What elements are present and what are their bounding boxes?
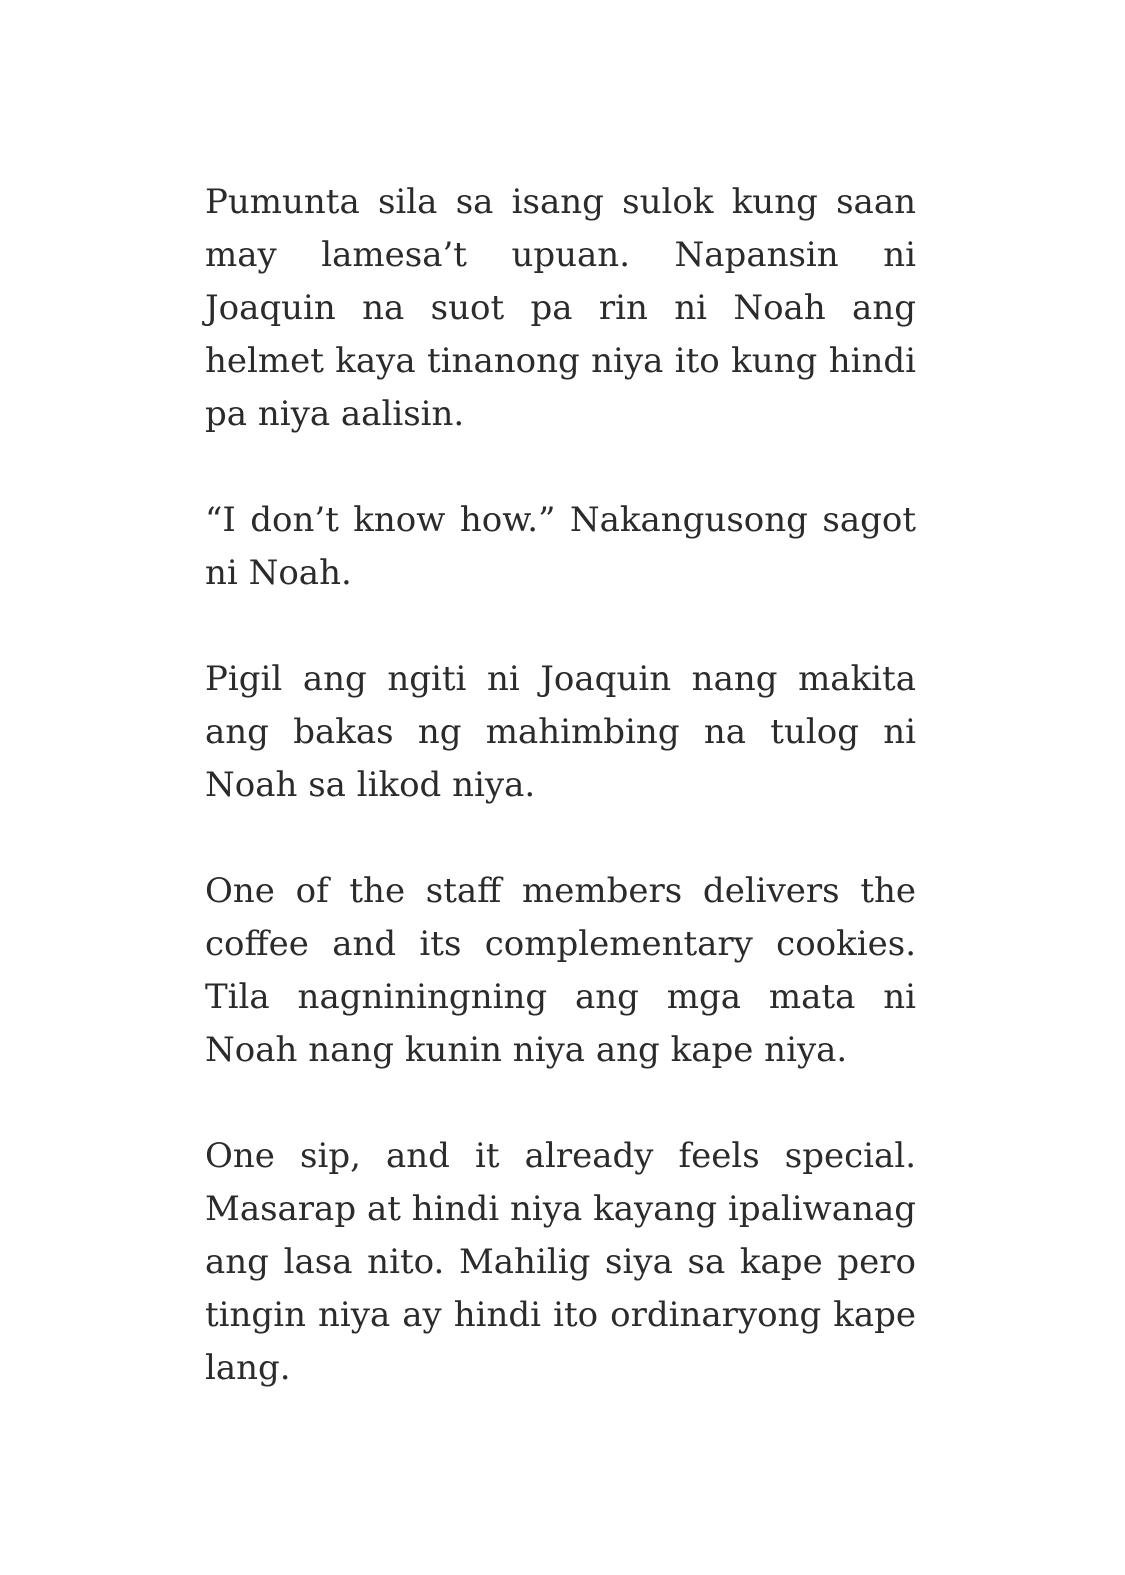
paragraph: One sip, and it already feels special. Masarap at hindi niya kayang ipaliwanag ang lasa nito. Mahilig siya sa kape pero tingin niya ay hindi ito ordinaryong kape lang. (205, 1136, 916, 1388)
paragraph: “I don’t know how.” Nakangusong sagot ni Noah. (205, 500, 916, 593)
paragraph: Pumunta sila sa isang sulok kung saan may lamesa’t upuan. Napansin ni Joaquin na suot pa rin ni Noah ang helmet kaya tinanong niya ito kung hindi pa niya aalisin. (205, 182, 916, 434)
paragraph: Pigil ang ngiti ni Joaquin nang makita ang bakas ng mahimbing na tulog ni Noah sa likod niya. (205, 659, 916, 805)
story-text (205, 176, 916, 1395)
paragraph: One of the staff members delivers the coffee and its complementary cookies. Tila nagniningning ang mga mata ni Noah nang kunin niya ang kape niya. (205, 871, 916, 1070)
